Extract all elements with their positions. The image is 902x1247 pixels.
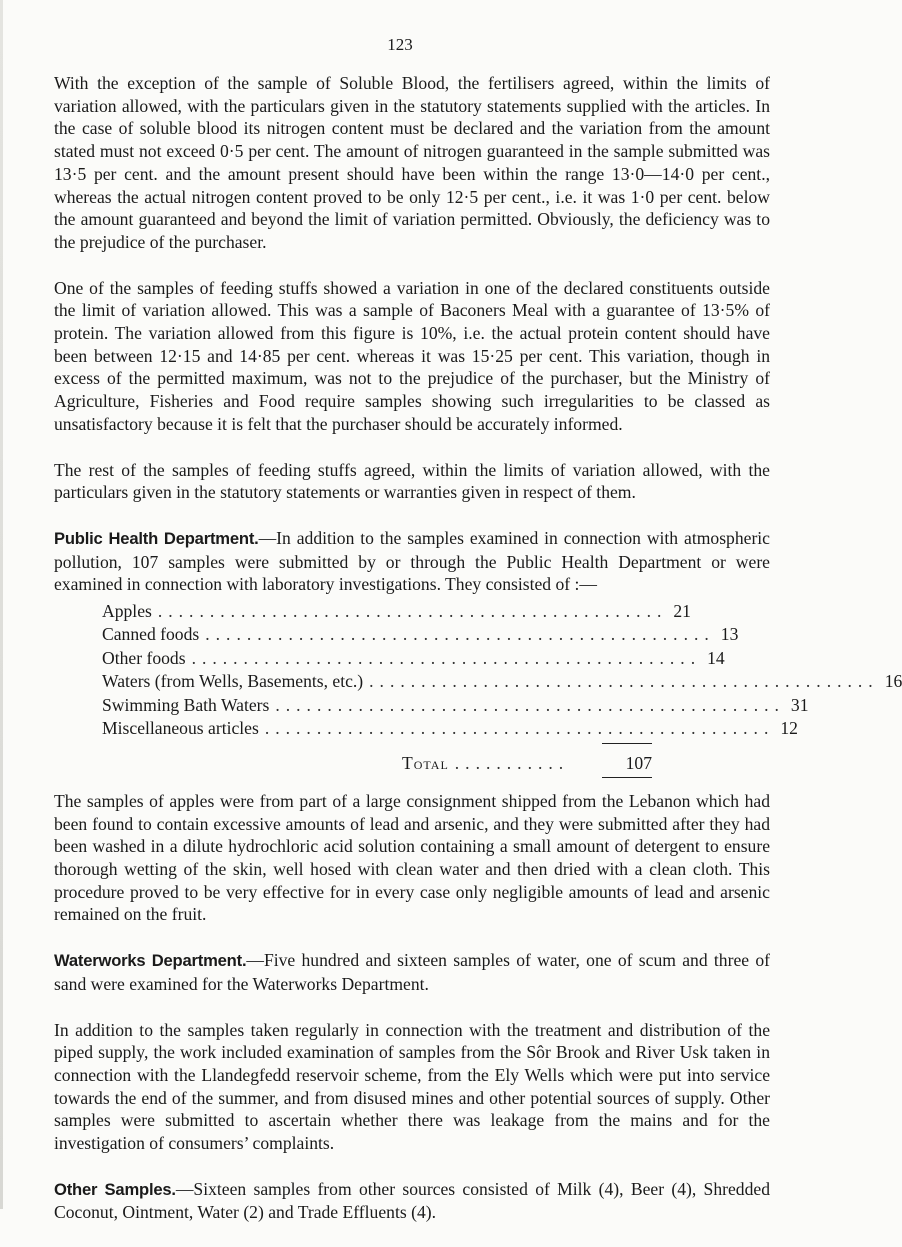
other-samples-text: —Sixteen samples from other sources consisted of Milk (4), Beer (4), Shredded Coconut, Ointment, Water (2) and Trade Effluents (4).: [54, 1178, 770, 1223]
leader-dots: ...........: [454, 752, 570, 773]
public-health-heading: Public Health Department.: [54, 528, 259, 548]
paragraph-waterworks: [54, 949, 770, 995]
table-row: [102, 670, 902, 693]
leader-dots: .................................................: [191, 647, 702, 668]
total-value: 107: [625, 752, 652, 773]
row-value: 14: [707, 647, 725, 668]
paragraph-fertilisers: With the exception of the sample of Soluble Blood, the fertilisers agreed, within the limits of variation allowed, with the particulars given in the statutory statements supplied with the articles. In the case of soluble blood its nitrogen content must be declared and the variation from the amount stated must not exceed 0·5 per cent. The amount of nitrogen guaranteed in the sample submitted was 13·5 per cent. and the amount present should have been within the range 13·0—14·0 per cent., whereas the actual nitrogen content proved to be only 12·5 per cent., i.e. it was 1·0 per cent. below the amount guaranteed and beyond the limit of variation permitted. Obviously, the deficiency was to the prejudice of the purchaser.: [54, 73, 770, 252]
leader-dots: .................................................: [205, 624, 715, 645]
total-rule-top: [602, 743, 652, 744]
samples-table: [102, 600, 902, 778]
page-edge-shadow: [0, 0, 3, 1209]
row-value: 12: [780, 718, 798, 739]
row-value: 13: [720, 624, 739, 645]
row-label: Waters (from Wells, Basements, etc.): [102, 671, 364, 692]
waterworks-heading: Waterworks Department.: [54, 951, 247, 971]
row-label: Miscellaneous articles: [102, 718, 259, 739]
paragraph-public-health: [54, 527, 770, 596]
table-row: [102, 600, 691, 623]
table-row: [102, 623, 739, 646]
public-health-text: —In addition to the samples examined in connection with atmospheric pollution, 107 samples were submitted by or through the Public Health Department or were examined in connection with laboratory investigations. They consisted of :—: [54, 527, 770, 595]
leader-dots: .................................................: [369, 671, 879, 692]
paragraph-feeding-stuffs-rest: The rest of the samples of feeding stuffs agreed, within the limits of variation allowed, with the particulars given in the statutory statements or warranties given in respect of them.: [54, 459, 770, 503]
row-value: 16: [884, 671, 902, 692]
waterworks-text: —Five hundred and sixteen samples of water, one of scum and three of sand were examined for the Waterworks Department.: [54, 950, 770, 994]
table-row: [102, 717, 798, 740]
row-label: Swimming Bath Waters: [102, 694, 270, 715]
table-row: [102, 694, 809, 717]
page-content: [54, 72, 902, 1247]
total-label: Total: [402, 752, 449, 773]
row-value: 31: [790, 694, 809, 715]
row-label: Other foods: [102, 647, 186, 668]
total-rule-bottom: [602, 777, 652, 778]
paragraph-other-samples: [54, 1178, 770, 1224]
total-row: [102, 752, 652, 775]
table-row: [102, 647, 725, 670]
page-number: 123: [387, 35, 413, 54]
paragraph-waterworks-detail: In addition to the samples taken regularly in connection with the treatment and distribution of the piped supply, the work included examination of samples from the Sôr Brook and River Usk taken in connection with the Llandegfedd reservoir scheme, from the Ely Wells which were put into service towards the end of the summer, and from disused mines and other potential sources of supply. Other samples were submitted to ascertain whether there was leakage from the mains and for the investigation of consumers’ complaints.: [54, 1019, 770, 1154]
paragraph-apples: The samples of apples were from part of a large consignment shipped from the Lebanon which had been found to contain excessive amounts of lead and arsenic, and they were submitted after they had been washed in a dilute hydrochloric acid solution containing a small amount of detergent to ensure thorough wetting of the skin, well hosed with clean water and then dried with a clean cloth. This procedure proved to be very effective for in every case only negligible amounts of lead and arsenic remained on the fruit.: [54, 790, 770, 925]
row-label: Canned foods: [102, 624, 200, 645]
paragraph-feeding-stuffs: One of the samples of feeding stuffs showed a variation in one of the declared constituents outside the limit of variation allowed. This was a sample of Baconers Meal with a guarantee of 13·5% of protein. The variation allowed from this figure is 10%, i.e. the actual protein content should have been between 12·15 and 14·85 per cent. whereas it was 15·25 per cent. This variation, though in excess of the permitted maximum, was not to the prejudice of the purchaser, but the Ministry of Agriculture, Fisheries and Food require samples showing such irregularities to be classed as unsatisfactory because it is felt that the purchaser should be accurately informed.: [54, 277, 770, 434]
other-samples-heading: Other Samples.: [54, 1179, 176, 1199]
row-label: Apples: [102, 601, 152, 622]
row-value: 21: [673, 601, 691, 622]
leader-dots: .................................................: [157, 601, 668, 622]
leader-dots: .................................................: [264, 718, 775, 739]
leader-dots: .................................................: [275, 694, 785, 715]
